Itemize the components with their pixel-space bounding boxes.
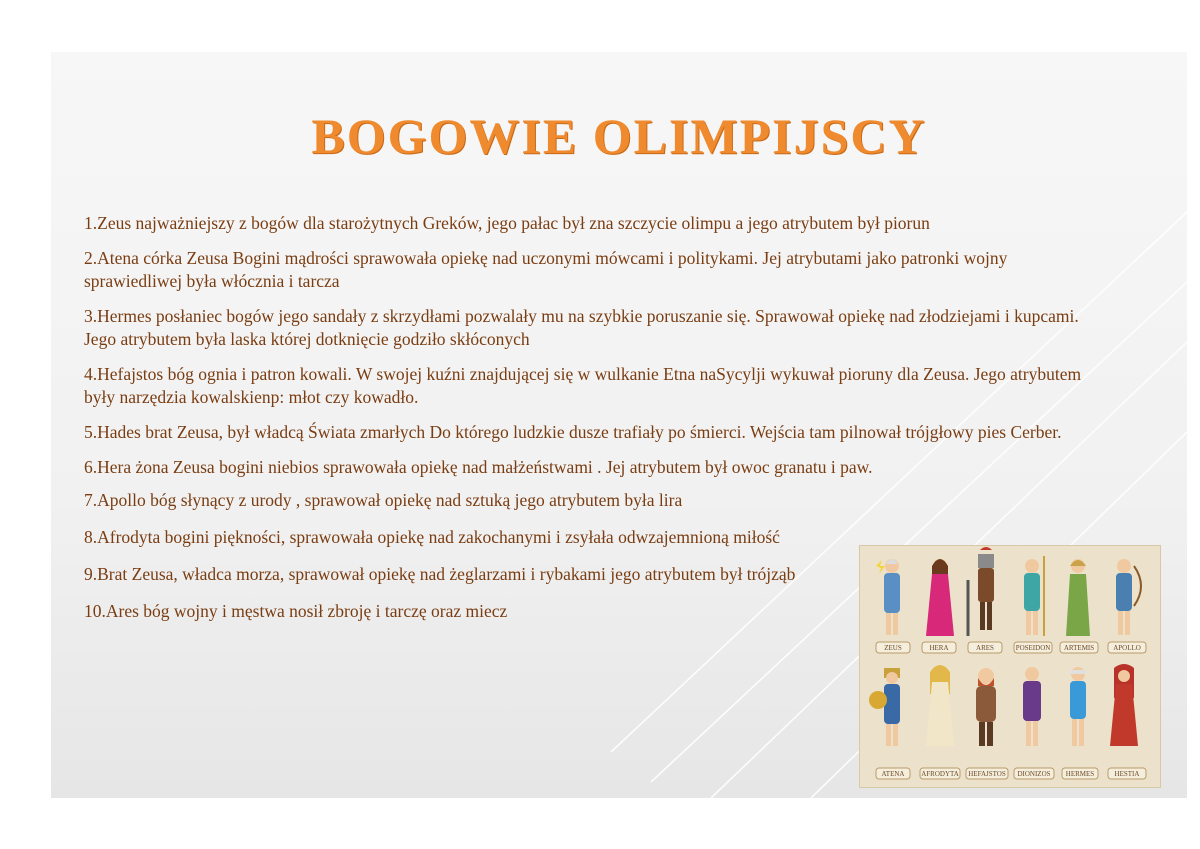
label-apollo: APOLLO: [1113, 644, 1141, 652]
label-hephaestus: HEFAJSTOS: [968, 770, 1006, 778]
list-item: 10.Ares bóg wojny i męstwa nosił zbroję i tarczę oraz miecz: [84, 601, 508, 621]
label-athena: ATENA: [881, 770, 905, 778]
gods-figures: [860, 546, 1160, 787]
list-item: 1.Zeus najważniejszy z bogów dla starożytnych Greków, jego pałac był zna szczycie olimpu a jego atrybutem był piorun: [84, 213, 930, 233]
figure-hestia: [1110, 664, 1138, 746]
list-item: 6.Hera żona Zeusa bogini niebios sprawowała opiekę nad małżeństwami . Jej atrybutem był owoc granatu i paw.: [84, 457, 873, 477]
label-poseidon: POSEIDON: [1015, 644, 1051, 652]
list-item: 7.Apollo bóg słynący z urody , sprawował opiekę nad sztuką jego atrybutem była lira: [84, 490, 683, 510]
label-ares: ARES: [976, 644, 994, 652]
list-item: 4.Hefajstos bóg ognia i patron kowali. W swojej kuźni znajdującej się w wulkanie Etna naSycylji wykuwał pioruny dla Zeusa. Jego atrybutem były narzędzia kowalskienp: młot czy kowadło.: [84, 364, 1082, 407]
label-artemis: ARTEMIS: [1063, 644, 1095, 652]
page-title: BOGOWIE OLIMPIJSCY: [311, 108, 927, 164]
slide: [51, 52, 1187, 798]
list-item: 3.Hermes posłaniec bogów jego sandały z skrzydłami pozwalały mu na szybkie poruszanie się. Sprawował opiekę nad złodziejami i kupcami. Jego atrybutem była laska której dotknięcie godziło skłóconych: [84, 306, 1079, 349]
label-hestia: HESTIA: [1114, 770, 1140, 778]
label-aphrodite: AFRODYTA: [921, 770, 959, 778]
label-hermes: HERMES: [1065, 770, 1095, 778]
label-dionysus: DIONIZOS: [1017, 770, 1051, 778]
list-item: 8.Afrodyta bogini piękności, sprawowała opiekę nad zakochanymi i zsyłała odwzajemnioną miłość: [84, 527, 780, 547]
figure-aphrodite: [926, 665, 954, 746]
list-item: 9.Brat Zeusa, władca morza, sprawował opiekę nad żeglarzami i rybakami jego atrybutem był trójząb: [84, 564, 796, 584]
list-item: 2.Atena córka Zeusa Bogini mądrości sprawowała opiekę nad uczonymi mówcami i politykami. Jej atrybutami jako patronki wojny sprawiedliwej była włócznia i tarcza: [84, 248, 1008, 291]
list-item: 5.Hades brat Zeusa, był władcą Świata zmarłych Do którego ludzkie dusze trafiały po śmierci. Wejścia tam pilnował trójgłowy pies Cerber.: [84, 422, 1062, 442]
label-zeus: ZEUS: [884, 644, 902, 652]
greek-gods-illustration: [859, 545, 1161, 788]
label-hera: HERA: [929, 644, 949, 652]
